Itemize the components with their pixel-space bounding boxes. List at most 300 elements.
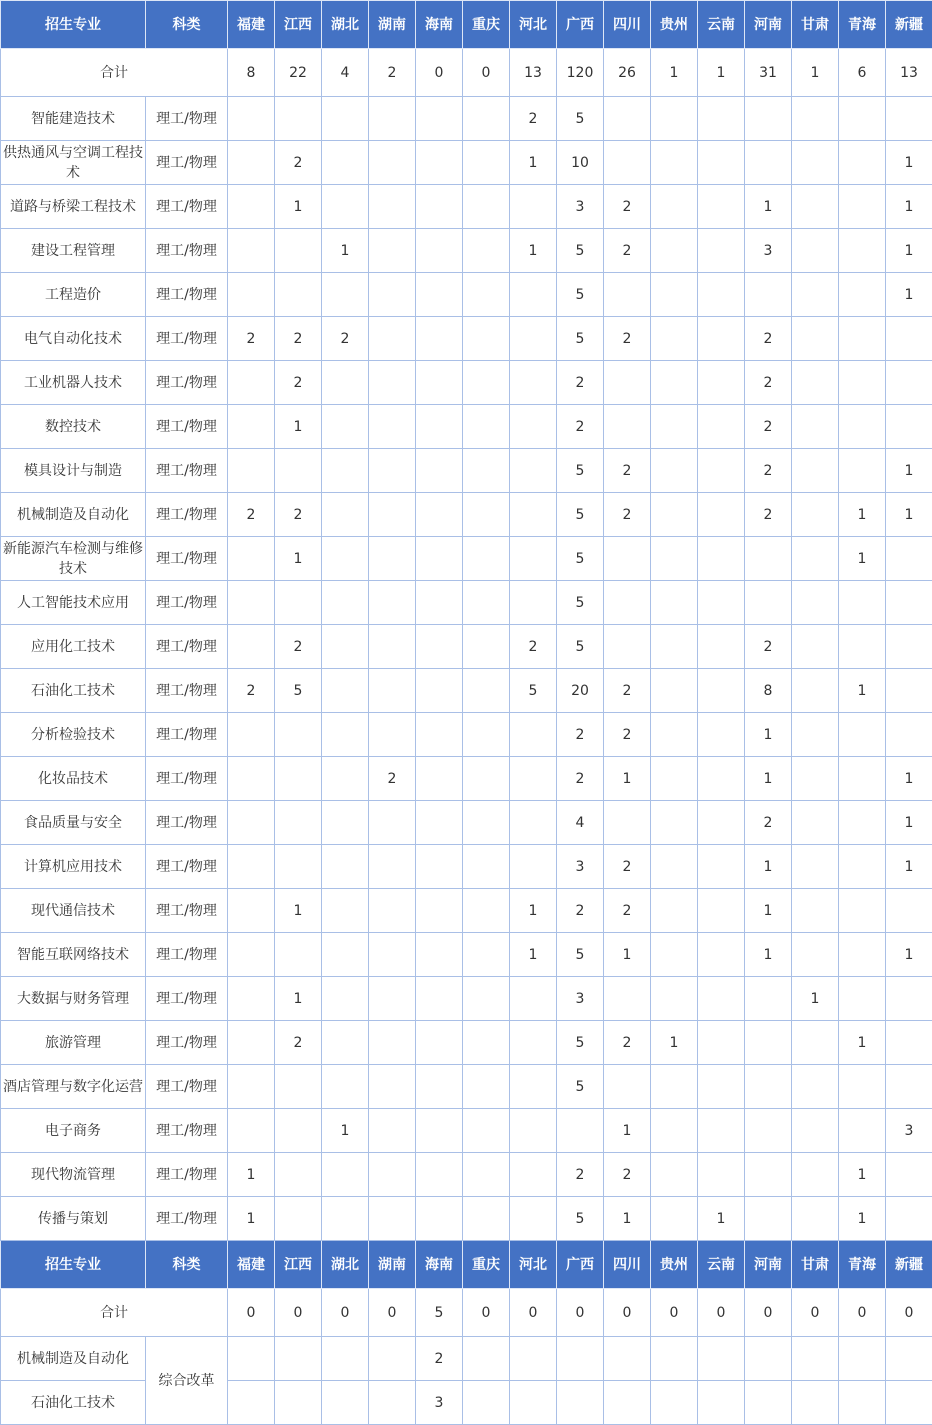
quota-cell: 1 xyxy=(886,273,932,317)
quota-cell: 5 xyxy=(510,669,557,713)
quota-cell xyxy=(698,141,745,185)
quota-cell: 2 xyxy=(604,845,651,889)
quota-cell xyxy=(463,1197,510,1241)
quota-cell xyxy=(369,1065,416,1109)
quota-cell: 1 xyxy=(839,493,886,537)
quota-cell xyxy=(228,581,275,625)
quota-cell xyxy=(416,713,463,757)
quota-cell xyxy=(886,1153,932,1197)
quota-cell xyxy=(463,933,510,977)
quota-cell xyxy=(463,97,510,141)
quota-cell: 5 xyxy=(557,273,604,317)
quota-cell xyxy=(792,933,839,977)
major-name: 应用化工技术 xyxy=(1,625,146,669)
column-header: 河北 xyxy=(510,1241,557,1289)
quota-cell: 2 xyxy=(275,493,322,537)
category-cell: 理工/物理 xyxy=(146,405,228,449)
quota-cell: 1 xyxy=(745,889,792,933)
quota-cell: 2 xyxy=(604,317,651,361)
quota-cell xyxy=(322,273,369,317)
quota-cell xyxy=(886,405,932,449)
quota-cell: 2 xyxy=(275,317,322,361)
table-row xyxy=(1,713,932,757)
quota-cell xyxy=(369,1197,416,1241)
table-row xyxy=(1,1337,932,1381)
quota-cell xyxy=(651,1153,698,1197)
quota-cell xyxy=(698,757,745,801)
quota-cell xyxy=(792,581,839,625)
quota-cell: 3 xyxy=(557,185,604,229)
quota-cell xyxy=(651,1197,698,1241)
quota-cell: 1 xyxy=(275,185,322,229)
quota-cell xyxy=(886,625,932,669)
major-name: 石油化工技术 xyxy=(1,669,146,713)
total-value: 0 xyxy=(839,1289,886,1337)
quota-cell xyxy=(745,141,792,185)
quota-cell xyxy=(416,317,463,361)
quota-cell: 1 xyxy=(886,449,932,493)
quota-cell: 1 xyxy=(886,185,932,229)
quota-cell xyxy=(839,801,886,845)
quota-cell xyxy=(369,405,416,449)
total-value: 1 xyxy=(651,49,698,97)
quota-cell xyxy=(839,581,886,625)
quota-cell: 1 xyxy=(839,1021,886,1065)
quota-cell: 1 xyxy=(886,845,932,889)
column-header: 广西 xyxy=(557,1241,604,1289)
quota-cell xyxy=(463,141,510,185)
quota-cell xyxy=(651,977,698,1021)
quota-cell: 1 xyxy=(604,1109,651,1153)
table-row xyxy=(1,845,932,889)
quota-cell xyxy=(228,1021,275,1065)
quota-cell xyxy=(322,361,369,405)
major-name: 大数据与财务管理 xyxy=(1,977,146,1021)
quota-cell: 5 xyxy=(557,537,604,581)
quota-cell: 1 xyxy=(604,933,651,977)
quota-cell xyxy=(510,801,557,845)
quota-cell xyxy=(651,1337,698,1381)
quota-cell xyxy=(228,801,275,845)
column-header: 云南 xyxy=(698,1241,745,1289)
quota-cell xyxy=(228,141,275,185)
quota-cell xyxy=(745,1109,792,1153)
column-header: 青海 xyxy=(839,1,886,49)
quota-cell xyxy=(463,1153,510,1197)
quota-cell xyxy=(463,845,510,889)
quota-cell xyxy=(416,97,463,141)
category-cell: 理工/物理 xyxy=(146,1109,228,1153)
quota-cell: 1 xyxy=(839,669,886,713)
quota-cell xyxy=(651,757,698,801)
quota-cell xyxy=(416,845,463,889)
quota-cell xyxy=(322,669,369,713)
quota-cell xyxy=(228,757,275,801)
quota-cell xyxy=(698,97,745,141)
quota-cell xyxy=(839,361,886,405)
quota-cell xyxy=(322,405,369,449)
quota-cell: 1 xyxy=(698,1197,745,1241)
quota-cell xyxy=(275,1153,322,1197)
quota-cell: 1 xyxy=(886,757,932,801)
table-row xyxy=(1,317,932,361)
total-value: 0 xyxy=(510,1289,557,1337)
quota-cell: 4 xyxy=(557,801,604,845)
quota-cell: 2 xyxy=(275,361,322,405)
quota-cell xyxy=(839,141,886,185)
category-cell: 理工/物理 xyxy=(146,1153,228,1197)
quota-cell xyxy=(557,1337,604,1381)
quota-cell: 1 xyxy=(275,889,322,933)
quota-cell: 5 xyxy=(557,625,604,669)
quota-cell xyxy=(839,273,886,317)
table-row xyxy=(1,449,932,493)
quota-cell xyxy=(792,405,839,449)
column-header: 湖南 xyxy=(369,1241,416,1289)
quota-cell xyxy=(510,185,557,229)
column-header: 福建 xyxy=(228,1241,275,1289)
table-row xyxy=(1,1021,932,1065)
quota-cell: 5 xyxy=(557,97,604,141)
quota-cell xyxy=(745,273,792,317)
quota-cell: 2 xyxy=(228,669,275,713)
quota-cell xyxy=(792,185,839,229)
quota-cell xyxy=(463,405,510,449)
quota-cell xyxy=(275,229,322,273)
quota-cell xyxy=(698,889,745,933)
quota-cell xyxy=(792,1197,839,1241)
table-row xyxy=(1,185,932,229)
table-row xyxy=(1,405,932,449)
quota-cell xyxy=(698,405,745,449)
column-header: 青海 xyxy=(839,1241,886,1289)
quota-cell xyxy=(510,977,557,1021)
quota-cell xyxy=(604,405,651,449)
quota-cell xyxy=(510,1065,557,1109)
column-header: 重庆 xyxy=(463,1,510,49)
quota-cell xyxy=(228,625,275,669)
column-header: 云南 xyxy=(698,1,745,49)
column-header: 江西 xyxy=(275,1241,322,1289)
quota-cell xyxy=(792,845,839,889)
quota-cell xyxy=(698,1065,745,1109)
header-row xyxy=(1,1241,932,1289)
quota-cell xyxy=(510,713,557,757)
quota-cell xyxy=(886,1065,932,1109)
category-cell: 理工/物理 xyxy=(146,1065,228,1109)
quota-cell xyxy=(886,669,932,713)
quota-cell xyxy=(463,757,510,801)
quota-cell xyxy=(839,625,886,669)
quota-cell xyxy=(510,1153,557,1197)
quota-cell: 2 xyxy=(604,1021,651,1065)
quota-cell xyxy=(839,933,886,977)
quota-cell xyxy=(886,97,932,141)
category-cell: 理工/物理 xyxy=(146,273,228,317)
quota-cell xyxy=(275,845,322,889)
total-value: 13 xyxy=(886,49,932,97)
category-cell: 理工/物理 xyxy=(146,889,228,933)
quota-cell xyxy=(745,97,792,141)
column-header: 甘肃 xyxy=(792,1241,839,1289)
quota-cell xyxy=(416,361,463,405)
category-cell: 理工/物理 xyxy=(146,625,228,669)
quota-cell xyxy=(463,317,510,361)
quota-cell xyxy=(839,845,886,889)
category-cell: 理工/物理 xyxy=(146,713,228,757)
category-cell: 理工/物理 xyxy=(146,845,228,889)
quota-cell xyxy=(651,713,698,757)
quota-cell: 1 xyxy=(510,141,557,185)
quota-cell xyxy=(322,1337,369,1381)
major-name: 道路与桥梁工程技术 xyxy=(1,185,146,229)
major-name: 电子商务 xyxy=(1,1109,146,1153)
column-header: 甘肃 xyxy=(792,1,839,49)
quota-cell xyxy=(510,537,557,581)
quota-cell: 1 xyxy=(886,141,932,185)
quota-cell xyxy=(792,1109,839,1153)
table-row xyxy=(1,1381,932,1425)
table-row xyxy=(1,889,932,933)
quota-cell xyxy=(510,1337,557,1381)
quota-cell xyxy=(651,185,698,229)
quota-cell xyxy=(886,713,932,757)
quota-cell xyxy=(275,1065,322,1109)
quota-cell xyxy=(369,1337,416,1381)
quota-cell xyxy=(792,537,839,581)
quota-cell xyxy=(651,801,698,845)
column-header: 四川 xyxy=(604,1,651,49)
total-value: 1 xyxy=(792,49,839,97)
quota-cell: 3 xyxy=(557,845,604,889)
quota-cell: 1 xyxy=(322,229,369,273)
total-value: 0 xyxy=(698,1289,745,1337)
quota-cell: 1 xyxy=(604,1197,651,1241)
quota-cell xyxy=(322,1021,369,1065)
quota-cell xyxy=(463,361,510,405)
column-header: 河北 xyxy=(510,1,557,49)
quota-cell xyxy=(463,449,510,493)
quota-cell xyxy=(651,141,698,185)
quota-cell xyxy=(416,493,463,537)
quota-cell xyxy=(510,845,557,889)
quota-cell: 5 xyxy=(557,581,604,625)
quota-cell xyxy=(839,977,886,1021)
quota-cell: 2 xyxy=(745,405,792,449)
quota-cell xyxy=(745,977,792,1021)
quota-cell xyxy=(369,361,416,405)
quota-cell xyxy=(839,185,886,229)
quota-cell xyxy=(745,1021,792,1065)
column-header: 科类 xyxy=(146,1,228,49)
total-value: 0 xyxy=(369,1289,416,1337)
quota-cell xyxy=(886,889,932,933)
quota-cell xyxy=(745,1381,792,1425)
column-header: 重庆 xyxy=(463,1241,510,1289)
quota-cell xyxy=(416,229,463,273)
column-header: 新疆 xyxy=(886,1,932,49)
table-row xyxy=(1,1065,932,1109)
quota-cell: 2 xyxy=(604,493,651,537)
quota-cell xyxy=(510,317,557,361)
quota-cell xyxy=(792,1065,839,1109)
quota-cell xyxy=(463,625,510,669)
major-name: 新能源汽车检测与维修技术 xyxy=(1,537,146,581)
quota-cell: 1 xyxy=(745,845,792,889)
total-label: 合计 xyxy=(1,49,228,97)
quota-cell: 2 xyxy=(369,757,416,801)
quota-cell: 2 xyxy=(510,625,557,669)
quota-cell xyxy=(510,581,557,625)
column-header: 湖北 xyxy=(322,1,369,49)
quota-cell xyxy=(369,493,416,537)
quota-cell xyxy=(369,141,416,185)
column-header: 海南 xyxy=(416,1,463,49)
quota-cell xyxy=(416,449,463,493)
quota-cell xyxy=(557,1109,604,1153)
category-cell: 理工/物理 xyxy=(146,581,228,625)
quota-cell xyxy=(369,977,416,1021)
quota-cell xyxy=(322,977,369,1021)
category-cell: 理工/物理 xyxy=(146,801,228,845)
quota-cell xyxy=(322,1381,369,1425)
quota-cell xyxy=(416,141,463,185)
quota-cell xyxy=(416,669,463,713)
quota-cell xyxy=(369,273,416,317)
quota-cell xyxy=(698,933,745,977)
total-value: 0 xyxy=(557,1289,604,1337)
major-name: 建设工程管理 xyxy=(1,229,146,273)
major-name: 智能互联网络技术 xyxy=(1,933,146,977)
quota-cell: 8 xyxy=(745,669,792,713)
quota-cell: 5 xyxy=(557,229,604,273)
table-row xyxy=(1,273,932,317)
quota-cell xyxy=(463,493,510,537)
column-header: 贵州 xyxy=(651,1,698,49)
quota-cell xyxy=(698,1153,745,1197)
category-cell: 理工/物理 xyxy=(146,537,228,581)
quota-cell xyxy=(698,625,745,669)
table-row xyxy=(1,361,932,405)
quota-cell xyxy=(228,1381,275,1425)
table-row xyxy=(1,581,932,625)
table-row xyxy=(1,801,932,845)
quota-cell: 20 xyxy=(557,669,604,713)
quota-cell: 2 xyxy=(604,713,651,757)
quota-cell xyxy=(839,317,886,361)
quota-cell xyxy=(322,141,369,185)
total-value: 4 xyxy=(322,49,369,97)
quota-cell xyxy=(510,1381,557,1425)
quota-cell: 3 xyxy=(745,229,792,273)
quota-cell xyxy=(369,1153,416,1197)
quota-cell xyxy=(698,493,745,537)
table-row xyxy=(1,229,932,273)
quota-cell xyxy=(228,229,275,273)
quota-cell xyxy=(651,1381,698,1425)
quota-cell: 1 xyxy=(839,1153,886,1197)
quota-cell xyxy=(416,1065,463,1109)
quota-cell xyxy=(322,889,369,933)
quota-cell xyxy=(228,977,275,1021)
quota-cell xyxy=(322,845,369,889)
quota-cell xyxy=(510,405,557,449)
category-cell: 理工/物理 xyxy=(146,449,228,493)
quota-cell xyxy=(416,977,463,1021)
total-value: 31 xyxy=(745,49,792,97)
quota-cell xyxy=(651,361,698,405)
quota-cell: 2 xyxy=(275,141,322,185)
quota-cell xyxy=(228,185,275,229)
table-row xyxy=(1,537,932,581)
quota-cell xyxy=(651,273,698,317)
category-cell: 理工/物理 xyxy=(146,97,228,141)
column-header: 福建 xyxy=(228,1,275,49)
quota-cell xyxy=(698,801,745,845)
quota-cell: 1 xyxy=(886,493,932,537)
quota-cell xyxy=(322,1065,369,1109)
quota-cell xyxy=(886,537,932,581)
quota-cell xyxy=(322,581,369,625)
major-name: 现代通信技术 xyxy=(1,889,146,933)
total-value: 0 xyxy=(745,1289,792,1337)
quota-cell xyxy=(369,625,416,669)
major-name: 数控技术 xyxy=(1,405,146,449)
quota-cell xyxy=(369,1381,416,1425)
total-value: 0 xyxy=(792,1289,839,1337)
quota-cell xyxy=(228,889,275,933)
quota-cell xyxy=(604,1065,651,1109)
table-row xyxy=(1,1197,932,1241)
major-name: 供热通风与空调工程技术 xyxy=(1,141,146,185)
quota-cell xyxy=(369,185,416,229)
quota-cell: 1 xyxy=(886,933,932,977)
quota-cell xyxy=(792,757,839,801)
quota-cell: 5 xyxy=(557,933,604,977)
total-value: 0 xyxy=(463,1289,510,1337)
quota-cell xyxy=(745,1065,792,1109)
quota-cell: 3 xyxy=(886,1109,932,1153)
header-row xyxy=(1,1,932,49)
total-row xyxy=(1,1289,932,1337)
quota-cell xyxy=(228,1337,275,1381)
category-cell: 理工/物理 xyxy=(146,1021,228,1065)
quota-cell xyxy=(604,273,651,317)
quota-cell xyxy=(463,889,510,933)
quota-cell: 2 xyxy=(604,449,651,493)
quota-cell xyxy=(651,97,698,141)
quota-cell xyxy=(228,97,275,141)
quota-cell xyxy=(651,493,698,537)
column-header: 科类 xyxy=(146,1241,228,1289)
major-name: 旅游管理 xyxy=(1,1021,146,1065)
column-header: 江西 xyxy=(275,1,322,49)
quota-cell: 2 xyxy=(745,317,792,361)
quota-cell xyxy=(416,1197,463,1241)
quota-cell xyxy=(275,757,322,801)
major-name: 食品质量与安全 xyxy=(1,801,146,845)
quota-cell: 2 xyxy=(745,449,792,493)
quota-cell xyxy=(839,405,886,449)
quota-cell xyxy=(228,361,275,405)
quota-cell: 2 xyxy=(745,361,792,405)
quota-cell xyxy=(228,1109,275,1153)
quota-cell xyxy=(651,933,698,977)
category-cell: 综合改革 xyxy=(146,1337,228,1425)
quota-cell xyxy=(792,273,839,317)
quota-cell: 5 xyxy=(557,317,604,361)
quota-cell xyxy=(510,493,557,537)
